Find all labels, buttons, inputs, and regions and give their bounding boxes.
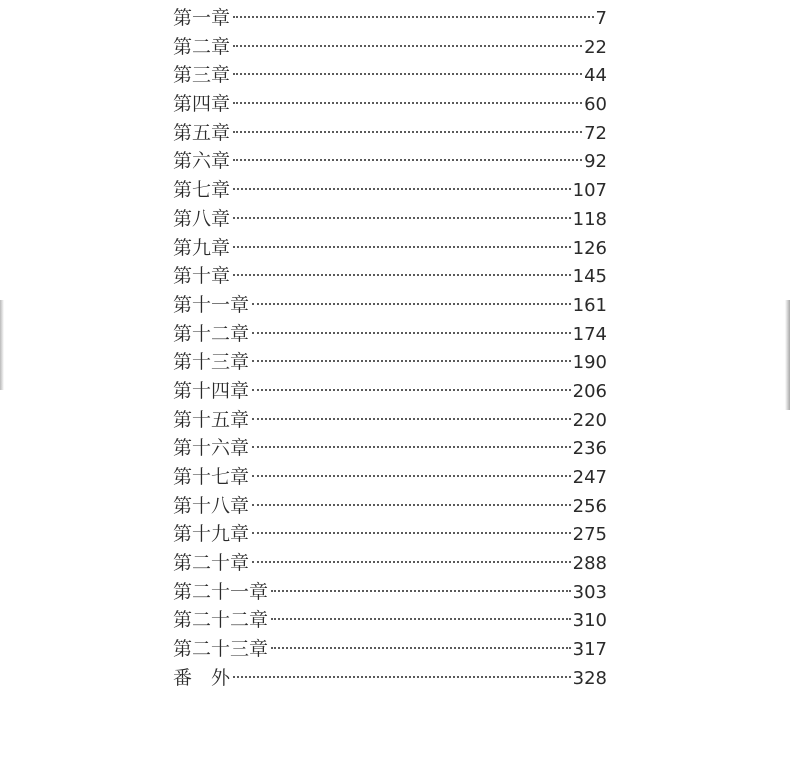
toc-entry[interactable] <box>173 434 607 463</box>
dot-leader <box>252 446 571 448</box>
toc-entry-title: 第二十三章 <box>173 638 269 661</box>
dot-leader <box>252 418 571 420</box>
toc-entry-title: 第八章 <box>173 207 231 230</box>
toc-entry-page: 126 <box>572 237 607 259</box>
toc-entry-title: 第十章 <box>173 265 231 288</box>
toc-entry-title: 第二十一章 <box>173 580 269 603</box>
toc-entry-page: 107 <box>572 180 607 202</box>
toc-entry[interactable] <box>173 578 607 607</box>
toc-entry-page: 92 <box>584 151 607 173</box>
toc-entry-title: 第二章 <box>173 35 231 58</box>
toc-entry[interactable] <box>173 234 607 263</box>
toc-entry-title: 第九章 <box>173 236 231 259</box>
toc-entry[interactable] <box>173 463 607 492</box>
toc-entry-title: 第十九章 <box>173 523 250 546</box>
toc-entry[interactable] <box>173 205 607 234</box>
toc-entry[interactable] <box>173 262 607 291</box>
page-edge-shadow-left <box>0 300 4 390</box>
dot-leader <box>252 303 571 305</box>
dot-leader <box>252 475 571 477</box>
toc-entry-page: 174 <box>572 323 607 345</box>
toc-entry-title: 番 外 <box>173 666 231 689</box>
toc-entry[interactable] <box>173 119 607 148</box>
toc-entry[interactable] <box>173 176 607 205</box>
toc-entry-title: 第二十二章 <box>173 609 269 632</box>
dot-leader <box>233 246 571 248</box>
toc-entry-title: 第七章 <box>173 179 231 202</box>
toc-entry-title: 第四章 <box>173 93 231 116</box>
table-of-contents <box>173 4 607 693</box>
dot-leader <box>233 676 571 678</box>
dot-leader <box>252 360 571 362</box>
toc-entry-title: 第三章 <box>173 64 231 87</box>
toc-entry[interactable] <box>173 320 607 349</box>
dot-leader <box>233 102 582 104</box>
toc-entry-page: 328 <box>572 667 607 689</box>
dot-leader <box>233 16 594 18</box>
toc-entry-page: 275 <box>572 524 607 546</box>
toc-entry[interactable] <box>173 520 607 549</box>
toc-entry-page: 22 <box>584 36 607 58</box>
toc-entry[interactable] <box>173 664 607 693</box>
toc-entry-page: 118 <box>572 208 607 230</box>
toc-entry-title: 第十六章 <box>173 437 250 460</box>
dot-leader <box>233 131 582 133</box>
toc-entry[interactable] <box>173 291 607 320</box>
toc-entry-page: 190 <box>572 352 607 374</box>
toc-entry[interactable] <box>173 492 607 521</box>
toc-entry-page: 256 <box>572 495 607 517</box>
toc-entry[interactable] <box>173 635 607 664</box>
toc-entry-title: 第五章 <box>173 121 231 144</box>
toc-entry[interactable] <box>173 33 607 62</box>
dot-leader <box>271 647 571 649</box>
toc-entry-page: 145 <box>572 266 607 288</box>
dot-leader <box>233 45 582 47</box>
toc-entry-page: 206 <box>572 380 607 402</box>
toc-entry-title: 第六章 <box>173 150 231 173</box>
toc-entry-page: 60 <box>584 94 607 116</box>
toc-entry-title: 第十一章 <box>173 293 250 316</box>
toc-entry-page: 247 <box>572 467 607 488</box>
toc-entry[interactable] <box>173 4 607 33</box>
toc-entry-page: 44 <box>584 65 607 87</box>
dot-leader <box>271 618 571 620</box>
toc-entry[interactable] <box>173 549 607 578</box>
toc-entry[interactable] <box>173 147 607 176</box>
toc-entry-page: 7 <box>595 8 607 29</box>
dot-leader <box>233 188 571 190</box>
dot-leader <box>252 504 571 506</box>
toc-entry[interactable] <box>173 377 607 406</box>
toc-entry[interactable] <box>173 61 607 90</box>
toc-entry-page: 161 <box>572 294 607 316</box>
dot-leader <box>233 159 582 161</box>
toc-entry-page: 288 <box>572 553 607 575</box>
toc-entry-title: 第一章 <box>173 7 231 29</box>
toc-entry[interactable] <box>173 90 607 119</box>
toc-entry-page: 220 <box>572 409 607 431</box>
toc-entry-page: 72 <box>584 122 607 144</box>
dot-leader <box>233 274 571 276</box>
dot-leader <box>271 590 571 592</box>
toc-entry-title: 第二十章 <box>173 552 250 575</box>
toc-entry-title: 第十五章 <box>173 408 250 431</box>
toc-entry[interactable] <box>173 606 607 635</box>
dot-leader <box>252 561 571 563</box>
page-edge-shadow-right <box>785 300 790 410</box>
toc-entry-title: 第十二章 <box>173 322 250 345</box>
toc-entry-title: 第十七章 <box>173 466 250 488</box>
toc-entry-page: 303 <box>572 581 607 603</box>
dot-leader <box>233 73 582 75</box>
dot-leader <box>252 332 571 334</box>
toc-entry-page: 317 <box>572 639 607 661</box>
toc-entry-page: 236 <box>572 438 607 460</box>
dot-leader <box>252 389 571 391</box>
dot-leader <box>233 217 571 219</box>
toc-entry-title: 第十四章 <box>173 379 250 402</box>
toc-entry-page: 310 <box>572 610 607 632</box>
toc-entry-title: 第十三章 <box>173 351 250 374</box>
toc-entry-title: 第十八章 <box>173 494 250 517</box>
toc-entry[interactable] <box>173 406 607 435</box>
toc-entry[interactable] <box>173 348 607 377</box>
dot-leader <box>252 532 571 534</box>
